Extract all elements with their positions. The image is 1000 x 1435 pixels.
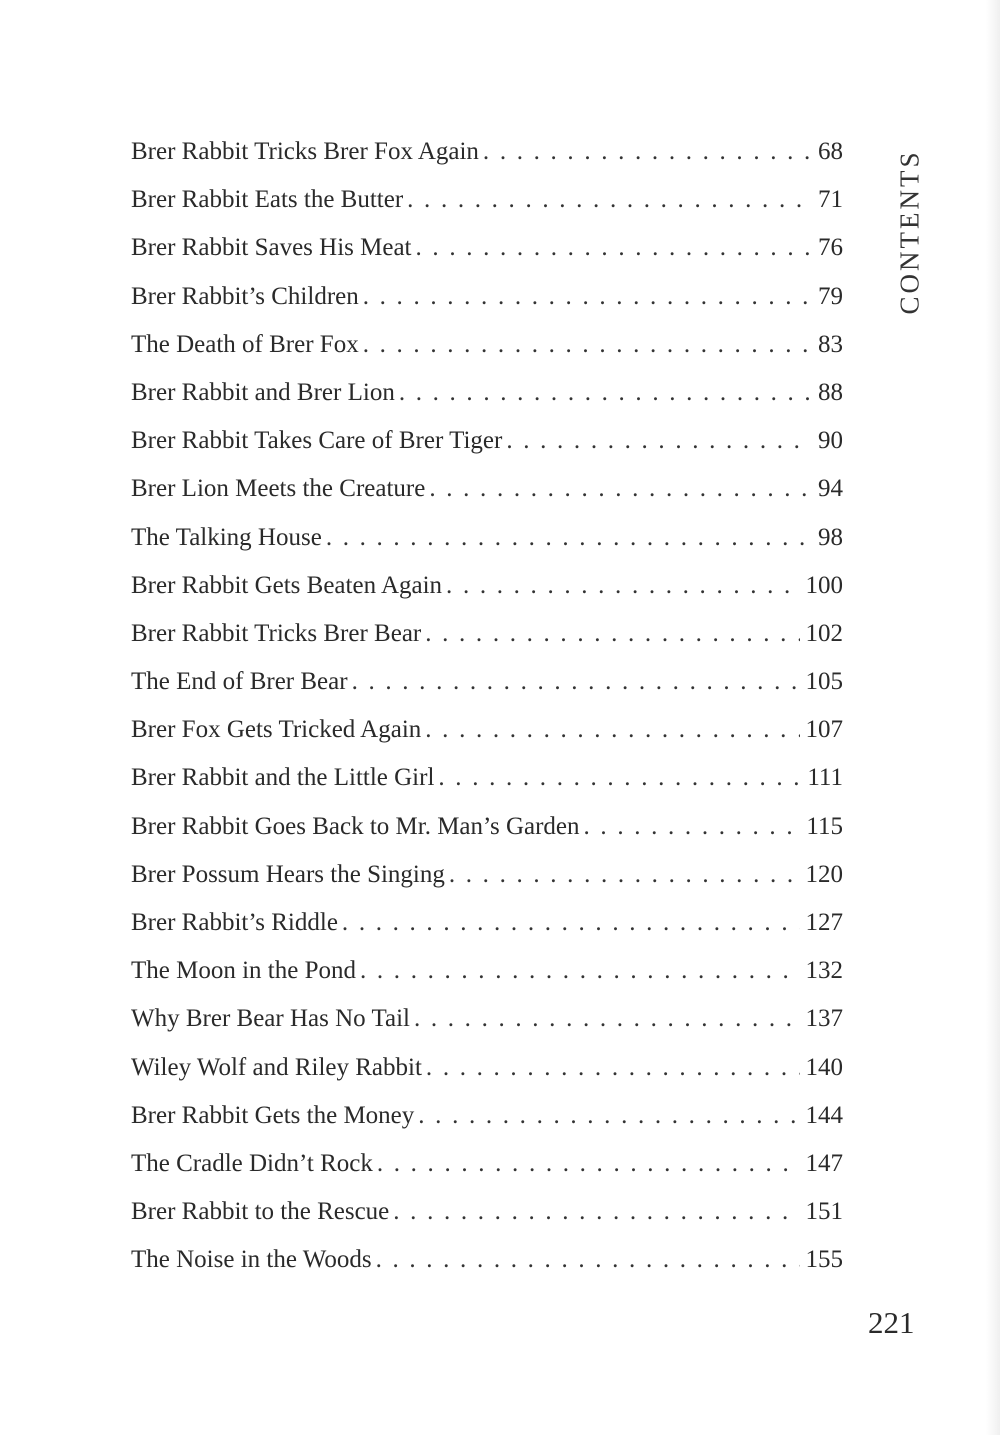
toc-entry-title: Brer Rabbit and the Little Girl — [131, 764, 435, 792]
leader-dots — [429, 465, 812, 513]
leader-dots — [414, 995, 800, 1043]
toc-entry[interactable] — [131, 947, 843, 995]
toc-entry-page: 100 — [805, 571, 843, 599]
toc-entry[interactable] — [131, 851, 843, 899]
toc-entry-page: 151 — [805, 1198, 843, 1226]
toc-entry-page: 83 — [818, 330, 843, 358]
toc-entry[interactable] — [131, 995, 843, 1043]
toc-entry-page: 98 — [818, 523, 843, 551]
toc-entry-title: Brer Rabbit Eats the Butter — [131, 186, 404, 214]
leader-dots — [342, 899, 800, 947]
toc-entry[interactable] — [131, 562, 843, 610]
leader-dots — [399, 369, 812, 417]
toc-entry-page: 88 — [818, 378, 843, 406]
toc-entry-page: 107 — [805, 716, 843, 744]
toc-entry-page: 140 — [805, 1053, 843, 1081]
leader-dots — [376, 1236, 800, 1284]
toc-entry-page: 76 — [818, 234, 843, 262]
leader-dots — [363, 321, 812, 369]
toc-entry[interactable] — [131, 224, 843, 272]
toc-entry-page: 68 — [818, 138, 843, 165]
leader-dots — [326, 514, 812, 562]
toc-entry-page: 111 — [807, 764, 843, 792]
toc-entry-title: Brer Lion Meets the Creature — [131, 475, 426, 503]
table-of-contents — [131, 128, 843, 1285]
toc-entry[interactable] — [131, 369, 843, 417]
toc-entry-title: The Noise in the Woods — [131, 1246, 372, 1274]
toc-entry[interactable] — [131, 1044, 843, 1092]
toc-entry-title: Brer Rabbit’s Children — [131, 282, 359, 310]
toc-entry-page: 147 — [805, 1149, 843, 1177]
leader-dots — [506, 417, 812, 465]
toc-entry-title: The Death of Brer Fox — [131, 330, 359, 358]
leader-dots — [352, 658, 800, 706]
toc-entry-page: 105 — [805, 668, 843, 696]
toc-entry-title: Brer Rabbit and Brer Lion — [131, 378, 395, 406]
toc-entry-title: Wiley Wolf and Riley Rabbit — [131, 1053, 422, 1081]
toc-entry[interactable] — [131, 128, 843, 176]
toc-entry-title: Brer Rabbit Tricks Brer Fox Again — [131, 138, 479, 165]
page-number: 221 — [868, 1305, 915, 1340]
leader-dots — [426, 1044, 800, 1092]
toc-entry-title: The Moon in the Pond — [131, 957, 356, 985]
toc-entry[interactable] — [131, 176, 843, 224]
page-edge-shadow — [986, 0, 1000, 1435]
toc-entry[interactable] — [131, 1236, 843, 1284]
toc-entry-title: Brer Rabbit to the Rescue — [131, 1198, 390, 1226]
toc-entry[interactable] — [131, 706, 843, 754]
toc-entry[interactable] — [131, 1140, 843, 1188]
toc-entry-page: 115 — [806, 812, 843, 840]
toc-entry[interactable] — [131, 803, 843, 851]
toc-entry[interactable] — [131, 514, 843, 562]
toc-entry[interactable] — [131, 754, 843, 802]
toc-entry-title: Brer Rabbit Gets Beaten Again — [131, 571, 443, 599]
toc-entry-title: Brer Rabbit Takes Care of Brer Tiger — [131, 427, 503, 455]
toc-entry-title: Brer Possum Hears the Singing — [131, 860, 445, 888]
leader-dots — [425, 706, 799, 754]
toc-entry[interactable] — [131, 321, 843, 369]
toc-entry-title: The Cradle Didn’t Rock — [131, 1149, 373, 1177]
toc-entry-title: The Talking House — [131, 523, 322, 551]
leader-dots — [449, 851, 800, 899]
toc-entry-title: Brer Rabbit Tricks Brer Bear — [131, 619, 422, 647]
running-head: CONTENTS — [894, 149, 925, 315]
leader-dots — [360, 947, 800, 995]
toc-entry[interactable] — [131, 273, 843, 321]
toc-entry-title: The End of Brer Bear — [131, 668, 348, 696]
toc-entry-page: 79 — [818, 282, 843, 310]
toc-entry-page: 137 — [805, 1005, 843, 1033]
toc-entry-title: Brer Rabbit Gets the Money — [131, 1101, 415, 1129]
toc-entry-page: 90 — [818, 427, 843, 455]
leader-dots — [425, 610, 799, 658]
leader-dots — [363, 273, 812, 321]
toc-entry-page: 94 — [818, 475, 843, 503]
leader-dots — [407, 176, 812, 224]
toc-entry-title: Brer Rabbit’s Riddle — [131, 909, 338, 936]
toc-entry-title: Brer Rabbit Saves His Meat — [131, 234, 412, 262]
leader-dots — [438, 754, 801, 802]
toc-entry-title: Why Brer Bear Has No Tail — [131, 1005, 410, 1033]
leader-dots — [377, 1140, 800, 1188]
toc-entry[interactable] — [131, 610, 843, 658]
toc-entry[interactable] — [131, 417, 843, 465]
toc-entry[interactable] — [131, 1092, 843, 1140]
toc-entry-page: 132 — [805, 957, 843, 985]
leader-dots — [416, 224, 812, 272]
toc-entry-page: 144 — [805, 1101, 843, 1129]
leader-dots — [446, 562, 799, 610]
toc-entry[interactable] — [131, 465, 843, 513]
leader-dots — [418, 1092, 799, 1140]
toc-entry-page: 127 — [805, 909, 843, 936]
leader-dots — [584, 803, 801, 851]
toc-entry-page: 155 — [805, 1246, 843, 1274]
toc-entry-page: 71 — [818, 186, 843, 214]
toc-entry[interactable] — [131, 899, 843, 947]
leader-dots — [393, 1188, 799, 1236]
toc-entry[interactable] — [131, 1188, 843, 1236]
toc-entry-title: Brer Rabbit Goes Back to Mr. Man’s Garden — [131, 812, 580, 840]
toc-entry-page: 102 — [805, 619, 843, 647]
toc-entry-title: Brer Fox Gets Tricked Again — [131, 716, 422, 744]
leader-dots — [483, 128, 812, 176]
toc-entry-page: 120 — [805, 860, 843, 888]
toc-entry[interactable] — [131, 658, 843, 706]
